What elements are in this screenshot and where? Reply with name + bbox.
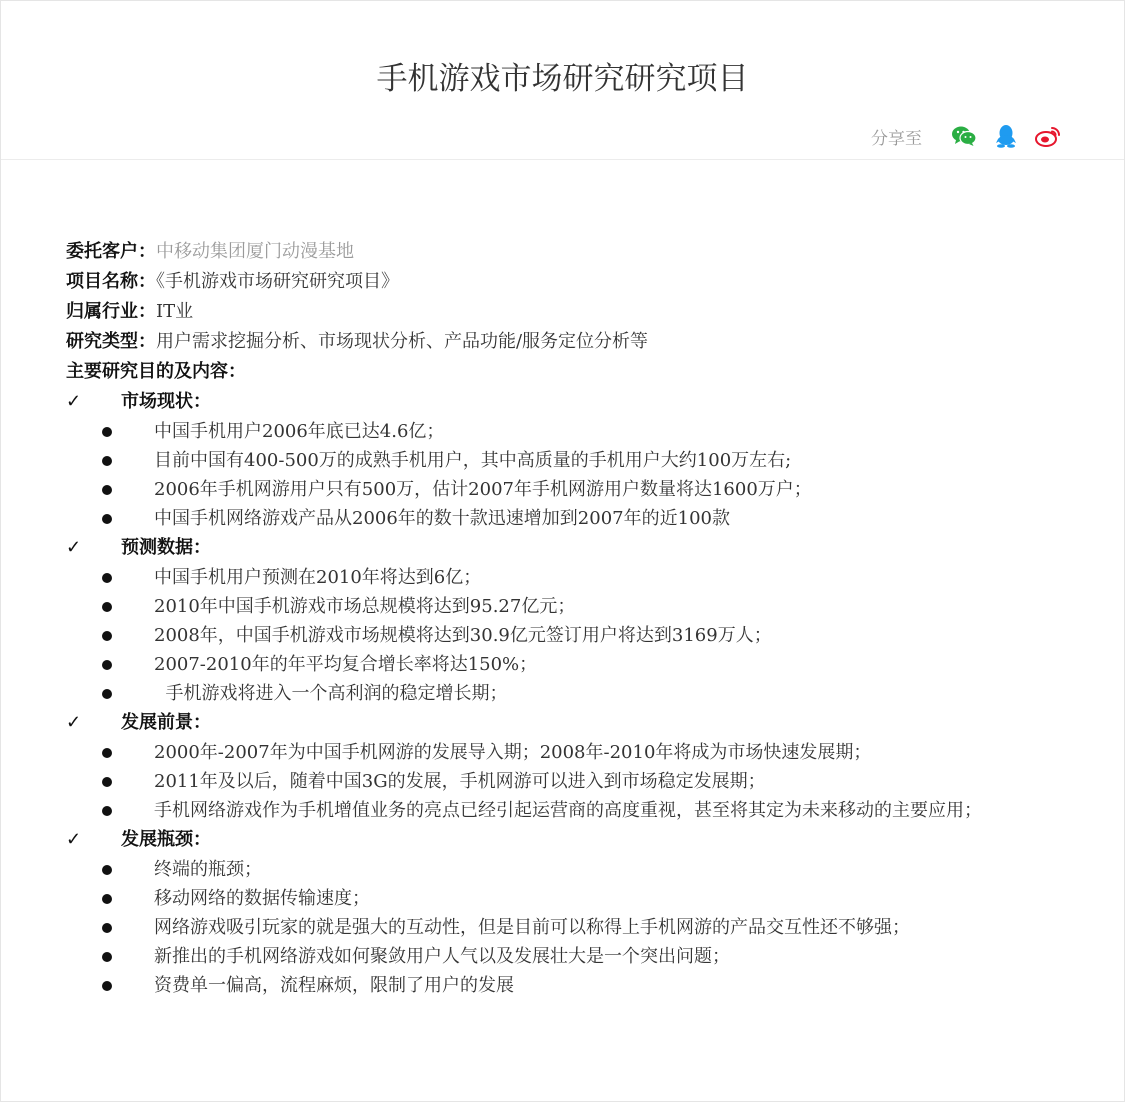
bullet-dot-icon xyxy=(102,748,112,758)
meta-value: 中移动集团厦门动漫基地 xyxy=(156,241,354,262)
list-item-text: 中国手机用户预测在2010年将达到6亿； xyxy=(154,567,482,588)
qq-icon[interactable] xyxy=(992,122,1020,150)
list-item xyxy=(66,563,1066,592)
list-item-text: 移动网络的数据传输速度； xyxy=(154,888,370,909)
list-item-text: 中国手机用户2006年底已达4.6亿； xyxy=(154,421,445,442)
list-item-text: 2007-2010年的年平均复合增长率将达150%； xyxy=(154,654,538,675)
list-item-text: 资费单一偏高，流程麻烦，限制了用户的发展 xyxy=(154,975,514,996)
list-item-text: 新推出的手机网络游戏如何聚敛用户人气以及发展壮大是一个突出问题； xyxy=(154,946,730,967)
list-item xyxy=(66,679,1066,708)
list-item xyxy=(66,475,1066,504)
list-item-text: 终端的瓶颈； xyxy=(154,859,262,880)
bullet-dot-icon xyxy=(102,514,112,524)
list-item xyxy=(66,884,1066,913)
meta-line xyxy=(66,297,1066,327)
section-heading xyxy=(66,825,1066,855)
bullet-dot-icon xyxy=(102,602,112,612)
bullet-dot-icon xyxy=(102,923,112,933)
section-title: 市场现状： xyxy=(121,391,211,412)
list-item-text: 2000年-2007年为中国手机网游的发展导入期；2008年-2010年将成为市场快速发展期； xyxy=(154,742,872,763)
list-item xyxy=(66,446,1066,475)
bullet-dot-icon xyxy=(102,806,112,816)
list-item-text: 2010年中国手机游戏市场总规模将达到95.27亿元； xyxy=(154,596,576,617)
bullet-dot-icon xyxy=(102,456,112,466)
meta-label: 项目名称： xyxy=(66,271,156,292)
bullet-dot-icon xyxy=(102,427,112,437)
section-title: 发展瓶颈： xyxy=(121,829,211,850)
check-mark-icon: ✓ xyxy=(66,829,82,850)
list-item xyxy=(66,971,1066,1000)
list-item xyxy=(66,504,1066,533)
check-mark-icon: ✓ xyxy=(66,712,82,733)
bullet-dot-icon xyxy=(102,894,112,904)
list-item xyxy=(66,942,1066,971)
bullet-dot-icon xyxy=(102,689,112,699)
share-bar xyxy=(871,122,1062,150)
meta-line xyxy=(66,327,1066,357)
list-item-text: 2006年手机网游用户只有500万，估计2007年手机网游用户数量将达1600万户； xyxy=(154,479,812,500)
article-body xyxy=(66,237,1066,1000)
bullet-dot-icon xyxy=(102,573,112,583)
list-item xyxy=(66,913,1066,942)
bullet-dot-icon xyxy=(102,660,112,670)
list-item-text: 手机游戏将进入一个高利润的稳定增长期； xyxy=(154,683,508,704)
list-item-text: 中国手机网络游戏产品从2006年的数十款迅速增加到2007年的近100款 xyxy=(154,508,730,529)
article-header xyxy=(1,1,1124,160)
section-title: 发展前景： xyxy=(121,712,211,733)
wechat-icon[interactable] xyxy=(950,122,978,150)
list-item xyxy=(66,417,1066,446)
meta-label: 研究类型： xyxy=(66,331,156,352)
bullet-dot-icon xyxy=(102,952,112,962)
list-item xyxy=(66,592,1066,621)
meta-label: 归属行业： xyxy=(66,301,156,322)
list-item-text: 2011年及以后，随着中国3G的发展，手机网游可以进入到市场稳定发展期； xyxy=(154,771,766,792)
list-item xyxy=(66,621,1066,650)
section-heading xyxy=(66,708,1066,738)
meta-value: IT业 xyxy=(156,301,194,322)
share-label: 分享至 xyxy=(871,128,922,149)
bullet-dot-icon xyxy=(102,777,112,787)
page-title: 手机游戏市场研究研究项目 xyxy=(376,61,749,97)
bullet-dot-icon xyxy=(102,865,112,875)
section-heading xyxy=(66,533,1066,563)
list-item xyxy=(66,855,1066,884)
list-item-text: 目前中国有400-500万的成熟手机用户，其中高质量的手机用户大约100万左右; xyxy=(154,450,792,471)
list-item xyxy=(66,650,1066,679)
meta-line xyxy=(66,237,1066,267)
meta-value: 用户需求挖掘分析、市场现状分析、产品功能/服务定位分析等 xyxy=(156,331,649,352)
list-item xyxy=(66,767,1066,796)
section-heading xyxy=(66,387,1066,417)
meta-line xyxy=(66,267,1066,297)
check-mark-icon: ✓ xyxy=(66,537,82,558)
list-item xyxy=(66,796,1066,825)
list-item xyxy=(66,738,1066,767)
meta-label: 委托客户： xyxy=(66,241,156,262)
meta-value: 《手机游戏市场研究研究项目》 xyxy=(156,271,399,292)
main-heading: 主要研究目的及内容： xyxy=(66,361,246,382)
list-item-text: 2008年，中国手机游戏市场规模将达到30.9亿元签订用户将达到3169万人； xyxy=(154,625,772,646)
bullet-dot-icon xyxy=(102,631,112,641)
list-item-text: 网络游戏吸引玩家的就是强大的互动性，但是目前可以称得上手机网游的产品交互性还不够强； xyxy=(154,917,910,938)
bullet-dot-icon xyxy=(102,485,112,495)
bullet-dot-icon xyxy=(102,981,112,991)
list-item-text: 手机网络游戏作为手机增值业务的亮点已经引起运营商的高度重视，甚至将其定为未来移动的主要应用； xyxy=(154,800,982,821)
check-mark-icon: ✓ xyxy=(66,391,82,412)
weibo-icon[interactable] xyxy=(1034,122,1062,150)
section-title: 预测数据： xyxy=(121,537,211,558)
